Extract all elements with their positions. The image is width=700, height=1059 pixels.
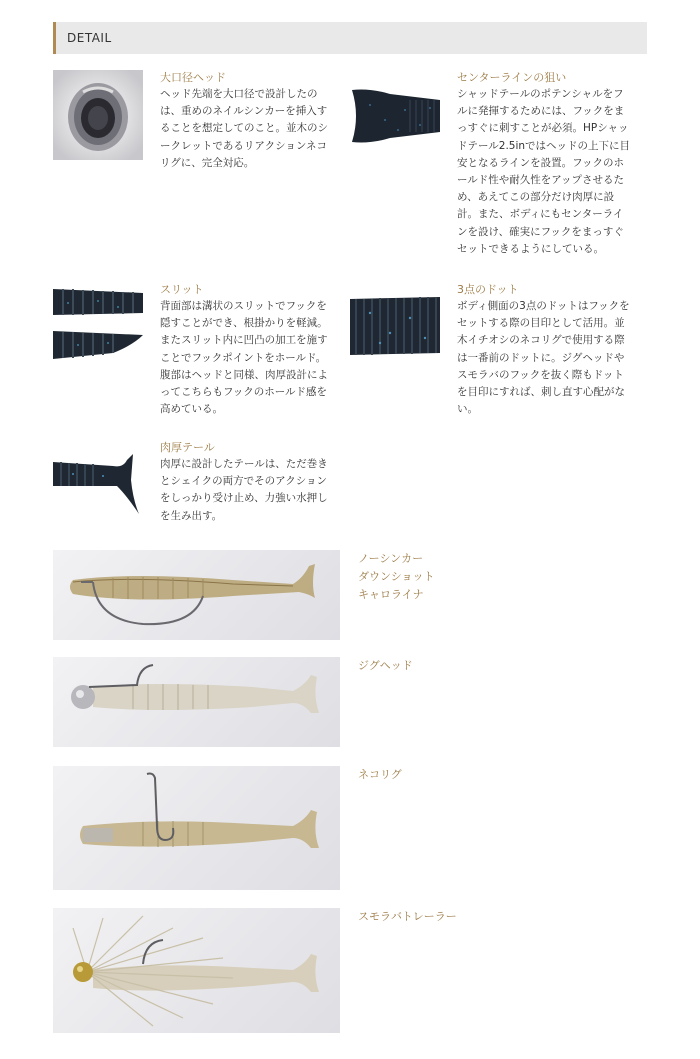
feature-description: ボディ側面の3点のドットはフックを セットする際の目印として活用。並 木イチオシのネコリグで使用する際 は一番前のドットに。ジグヘッドや スモラバのフックを抜く際もドット を目印にすれば、刺し直す心配がな い。 (457, 300, 630, 416)
feature-description: 背面部は溝状のスリットでフックを 隠すことができ、根掛かりを軽減。 またスリット内に凹凸の加工を施す ことでフックポイントをホールド。 腹部はヘッドと同様、肉厚設計によ ってこちらもフックのホールド感を 高めている。 (160, 300, 328, 416)
rig-photo-neko (53, 766, 340, 890)
feature-title: センターラインの狙い (457, 71, 567, 84)
rig-photo-rubber-jig (53, 908, 340, 1033)
tail-image (53, 440, 143, 520)
rig-label: スモラバトレーラー (358, 910, 457, 923)
head-closeup-image (53, 70, 143, 160)
feature-description: 肉厚に設計したテールは、ただ巻き とシェイクの両方でそのアクション をしっかり受け止め、力強い水押し を生み出す。 (160, 458, 328, 522)
feature-description: ヘッド先端を大口径で設計したの は、重めのネイルシンカーを挿入す ることを想定してのこと。並木のシ ークレットであるリアクションネコ リグに、完全対応。 (160, 88, 328, 169)
rig-label: ノーシンカー ダウンショット キャロライナ (358, 552, 435, 601)
rig-photo-no-sinker (53, 550, 340, 640)
rig-label: ネコリグ (358, 768, 402, 781)
slit-image (53, 283, 143, 369)
dots-image (350, 283, 440, 369)
feature-title: 肉厚テール (160, 441, 215, 454)
center-line-image (350, 70, 440, 160)
section-header (53, 22, 647, 54)
feature-title: スリット (160, 283, 204, 296)
feature-title: 3点のドット (457, 283, 519, 296)
feature-description: シャッドテールのポテンシャルをフ ルに発揮するためには、フックをま っすぐに刺すことが必須。HPシャッ ドテール2.5inではヘッドの上下に目 安となるラインを設置。フックのホ ールド性や耐久性をアップさせるた め、あえてこの部分だけ肉厚に設 計。また、ボディにもセンターライ ンを設け、確実にフックをまっすぐ セットできるようにしている。 (457, 88, 631, 255)
rig-photo-jighead (53, 657, 340, 747)
feature-title: 大口径ヘッド (160, 71, 226, 84)
rig-label: ジグヘッド (358, 659, 413, 672)
section-title: DETAIL (67, 31, 112, 45)
